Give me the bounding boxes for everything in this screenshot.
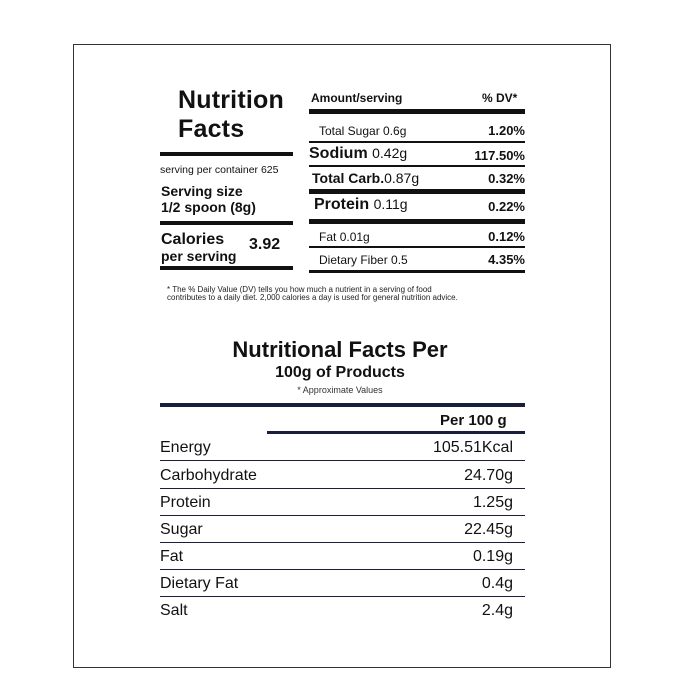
- nutrient-dv: 0.32%: [488, 171, 525, 186]
- row-label: Energy: [160, 439, 211, 456]
- table-row: [160, 488, 525, 515]
- row-value: 24.70g: [464, 467, 513, 484]
- per100g-title: Nutritional Facts Per: [232, 337, 448, 362]
- nutrient-label: Sodium 0.42g: [309, 145, 408, 162]
- divider-thick: [160, 221, 293, 225]
- row-label: Sugar: [160, 521, 203, 538]
- nutrient-row: [309, 247, 525, 269]
- per-100g-column-header: Per 100 g: [440, 412, 507, 429]
- calories-label: Calories per serving: [161, 231, 237, 264]
- row-label: Carbohydrate: [160, 467, 257, 484]
- nutrition-facts-title: Nutrition Facts: [178, 86, 284, 143]
- daily-value-footnote: * The % Daily Value (DV) tells you how much a nutrient in a serving of food contributes to a daily diet. 2,000 calories a day is used for general nutrition advice.: [167, 285, 458, 302]
- divider-thick: [160, 266, 293, 270]
- per100g-subtitle: 100g of Products: [275, 364, 405, 381]
- divider-thick: [309, 109, 525, 114]
- amount-serving-header: Amount/serving: [311, 91, 403, 105]
- row-value: 0.19g: [472, 548, 513, 565]
- serving-size: Serving size 1/2 spoon (8g): [161, 183, 256, 215]
- nutrient-row: [309, 143, 525, 165]
- table-row: [160, 515, 525, 542]
- row-label: Protein: [160, 494, 211, 511]
- row-label: Dietary Fat: [160, 575, 239, 592]
- approximate-values-note: * Approximate Values: [297, 385, 383, 395]
- table-row: [160, 433, 525, 460]
- divider-thick: [160, 152, 293, 156]
- table-row: [160, 569, 525, 596]
- nutrient-dv: 0.12%: [488, 229, 525, 244]
- nutrient-dv: 4.35%: [488, 252, 525, 267]
- dv-header: % DV*: [482, 91, 518, 105]
- nutrient-label: Total Carb.0.87g: [312, 170, 420, 186]
- divider: [309, 270, 525, 273]
- servings-per-container: serving per container 625: [160, 164, 279, 176]
- table-row: [160, 596, 525, 623]
- table-row: [160, 542, 525, 569]
- nutrient-dv: 0.22%: [488, 199, 525, 214]
- row-value: 2.4g: [481, 602, 513, 619]
- table-top-rule: [160, 403, 525, 407]
- row-label: Salt: [160, 602, 188, 619]
- nutrient-row: [309, 224, 525, 246]
- row-value: 105.51Kcal: [432, 439, 513, 456]
- calories-value: 3.92: [249, 236, 281, 253]
- nutrient-row: [309, 194, 525, 216]
- row-value: 0.4g: [481, 575, 513, 592]
- nutrient-row: [309, 166, 525, 188]
- nutrient-row: [309, 118, 525, 140]
- nutrient-label: Dietary Fiber 0.5: [319, 253, 408, 267]
- row-value: 1.25g: [472, 494, 513, 511]
- nutrient-label: Protein 0.11g: [314, 196, 408, 213]
- nutrient-dv: 1.20%: [488, 123, 525, 138]
- nutrient-label: Total Sugar 0.6g: [319, 124, 407, 138]
- table-row: [160, 461, 525, 488]
- row-label: Fat: [160, 548, 184, 565]
- nutrient-label: Fat 0.01g: [319, 230, 370, 244]
- nutrient-dv: 117.50%: [474, 148, 525, 163]
- row-value: 22.45g: [464, 521, 513, 538]
